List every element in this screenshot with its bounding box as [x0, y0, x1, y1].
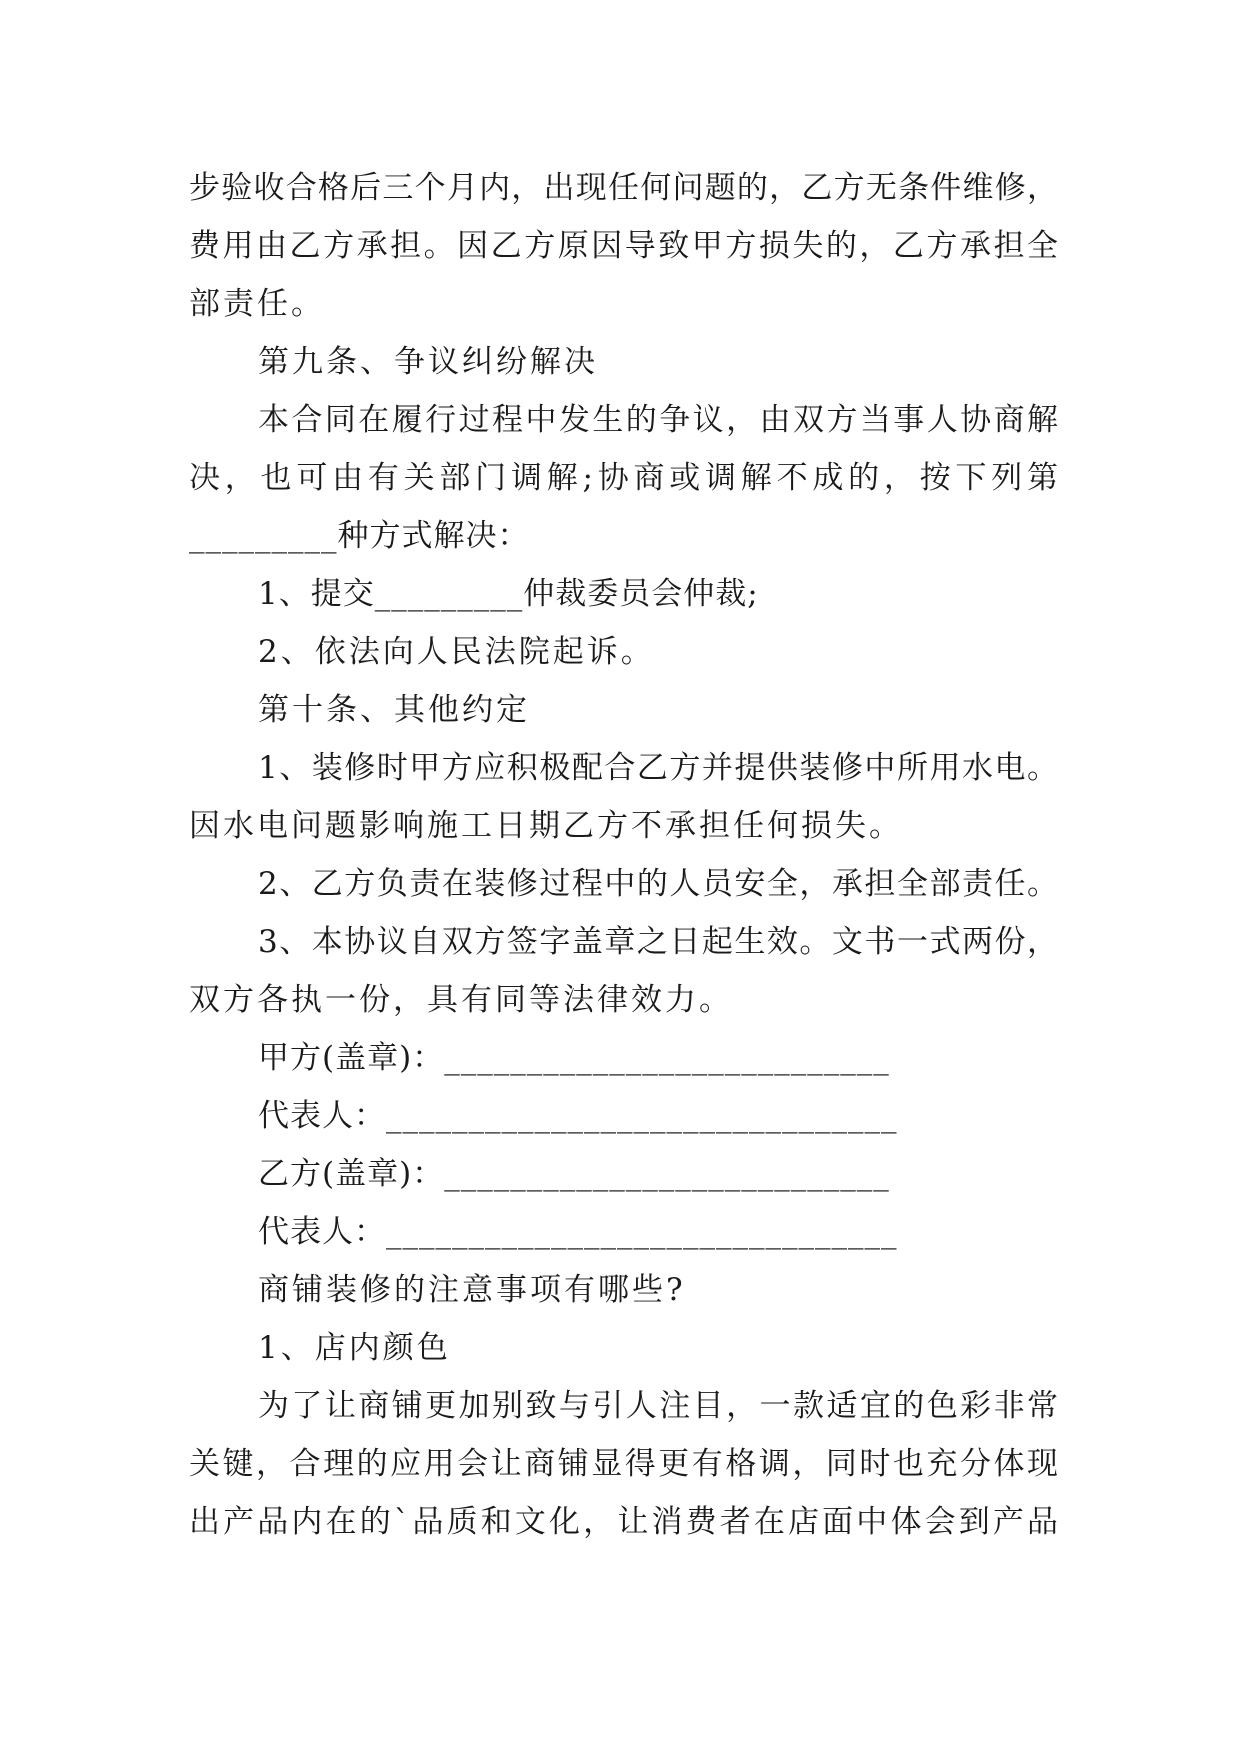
subsection-heading: 1、店内颜色: [258, 1330, 451, 1366]
section-heading: 第九条、争议纠纷解决: [258, 344, 598, 380]
body-line: 出产品内在的`品质和文化，让消费者在店面中体会到产品: [189, 1504, 1058, 1540]
body-line: 关键，合理的应用会让商铺显得更有格调，同时也充分体现: [189, 1446, 1058, 1482]
body-line: 因水电问题影响施工日期乙方不承担任何损失。: [189, 808, 903, 844]
section-heading: 商铺装修的注意事项有哪些?: [258, 1272, 686, 1308]
body-line: 本合同在履行过程中发生的争议，由双方当事人协商解: [258, 402, 1058, 438]
list-item: 1、提交_________仲裁委员会仲裁;: [258, 576, 759, 612]
signature-line-party-b: 乙方(盖章)：___________________________: [258, 1156, 890, 1192]
body-line: 部责任。: [189, 286, 325, 322]
body-line: 为了让商铺更加别致与引人注目，一款适宜的色彩非常: [258, 1388, 1058, 1424]
body-line: 费用由乙方承担。因乙方原因导致甲方损失的，乙方承担全: [189, 228, 1058, 264]
signature-line-party-a: 甲方(盖章)：___________________________: [258, 1040, 890, 1076]
body-line: _________种方式解决：: [189, 518, 530, 554]
signature-line-representative-a: 代表人：_______________________________: [258, 1098, 898, 1134]
signature-line-representative-b: 代表人：_______________________________: [258, 1214, 898, 1250]
list-item: 3、本协议自双方签字盖章之日起生效。文书一式两份，: [258, 924, 1058, 960]
list-item: 2、依法向人民法院起诉。: [258, 634, 655, 670]
list-item: 1、装修时甲方应积极配合乙方并提供装修中所用水电。: [258, 750, 1058, 786]
body-line: 步验收合格后三个月内，出现任何问题的，乙方无条件维修，: [189, 170, 1058, 206]
body-line: 双方各执一份，具有同等法律效力。: [189, 982, 733, 1018]
section-heading: 第十条、其他约定: [258, 692, 530, 728]
body-line: 决，也可由有关部门调解;协商或调解不成的，按下列第: [189, 460, 1058, 496]
list-item: 2、乙方负责在装修过程中的人员安全，承担全部责任。: [258, 866, 1058, 902]
